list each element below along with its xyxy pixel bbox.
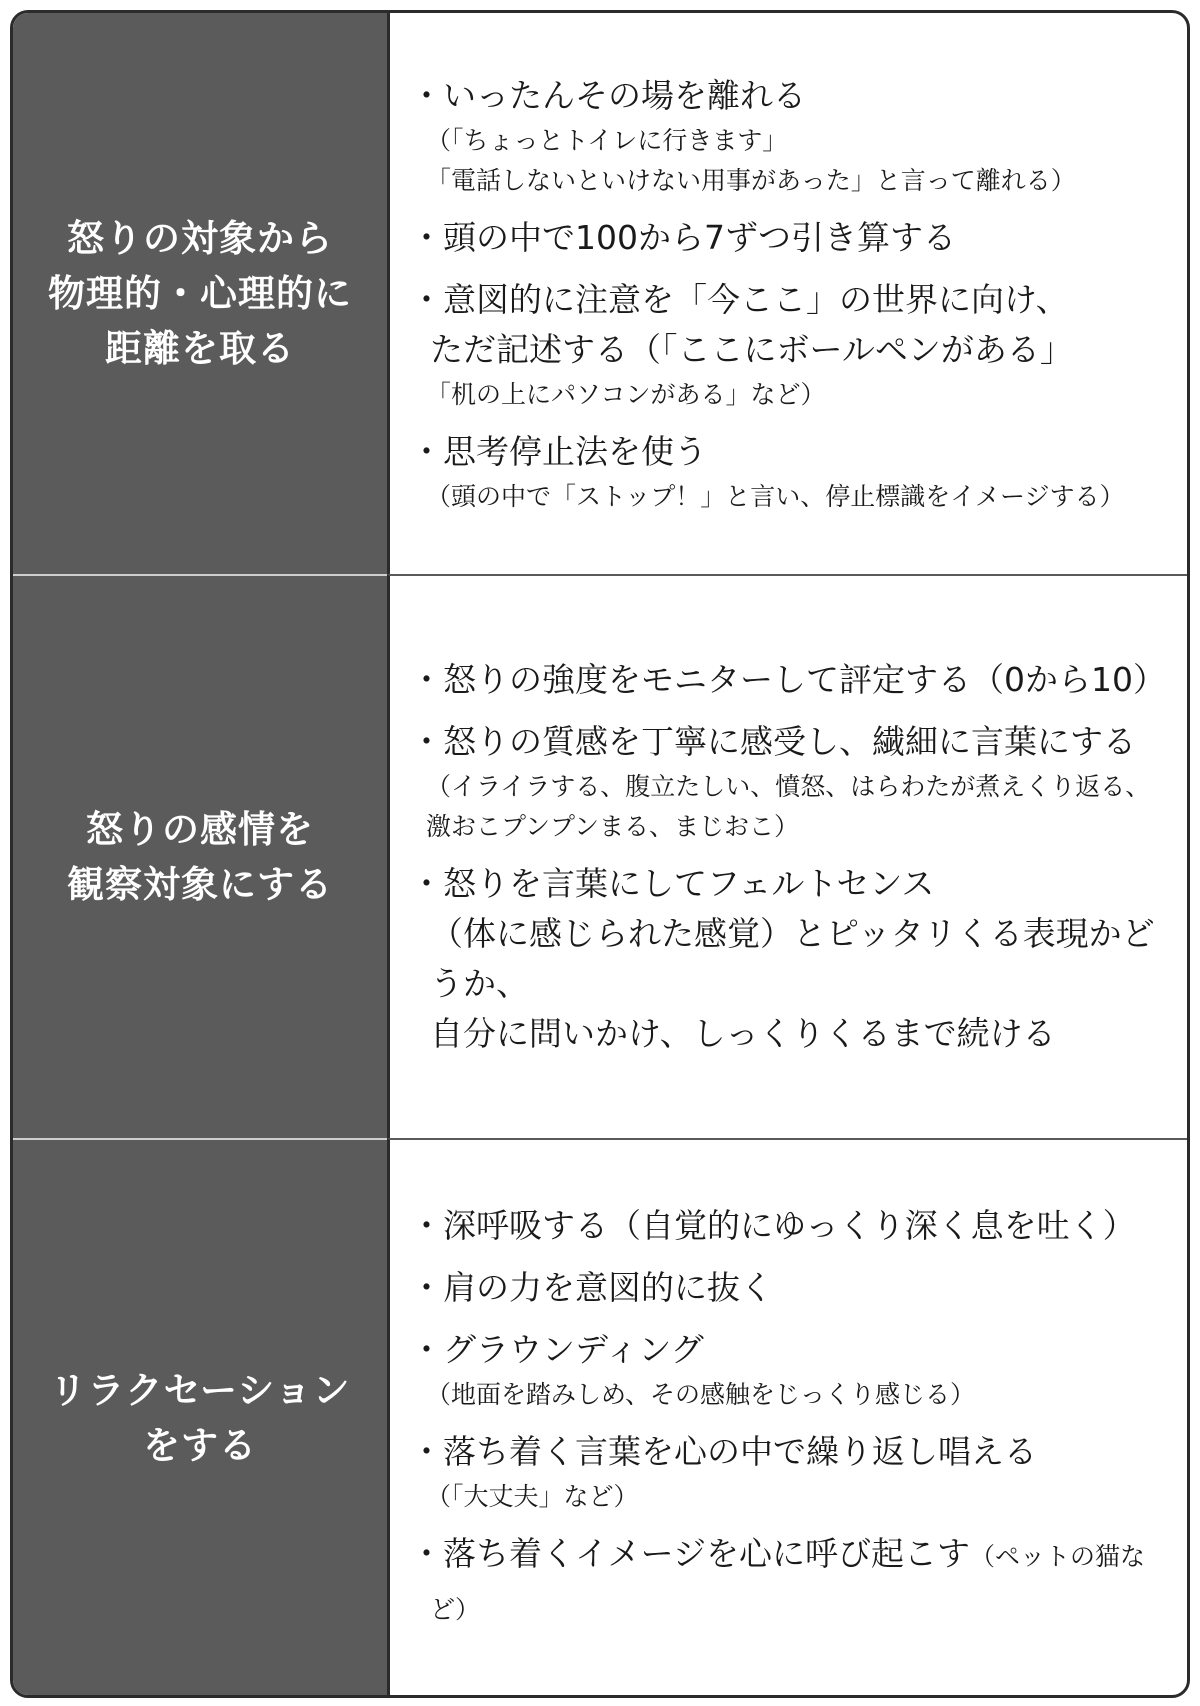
row-heading — [13, 1138, 387, 1695]
list-item-text: ・怒りの強度をモニターして評定する（0から10） — [410, 660, 1166, 699]
list-item-note: （頭の中で「ストップ！」と言い、停止標識をイメージする） — [426, 481, 1125, 511]
list-item — [410, 655, 1181, 705]
table-row — [13, 13, 1187, 574]
list-item — [410, 71, 1181, 201]
list-item-inline-note: （ペットの猫など） — [430, 1541, 1146, 1624]
list-item-note: （地面を踏みしめ、その感触をじっくり感じる） — [426, 1379, 976, 1409]
list-item — [410, 717, 1181, 847]
coping-strategies-table — [10, 10, 1190, 1698]
list-item-text: ・落ち着く言葉を心の中で繰り返し唱える — [410, 1431, 1037, 1471]
list-item — [410, 1325, 1181, 1415]
list-item-text — [410, 1529, 1181, 1635]
list-item — [410, 1201, 1181, 1251]
row-heading — [13, 13, 387, 574]
list-item-note: （「大丈夫」など） — [426, 1481, 639, 1511]
row-content — [387, 574, 1187, 1138]
row-content — [387, 1138, 1187, 1695]
row-content — [387, 13, 1187, 574]
list-item-text: ・深呼吸する（自覚的にゆっくり深く息を吐く） — [410, 1205, 1136, 1245]
list-item — [410, 275, 1181, 415]
list-item-note: （イライラする、腹立たしい、憤怒、はらわたが煮えくり返る、 激おこプンプンまる、まじおこ） — [426, 772, 1151, 841]
list-item — [410, 1529, 1181, 1635]
list-item-main-span: ・落ち着くイメージを心に呼び起こす — [410, 1533, 971, 1573]
row-heading-text: 怒りの対象から 物理的・心理的に 距離を取る — [48, 217, 352, 370]
list-item — [410, 859, 1181, 1059]
list-item — [410, 1263, 1181, 1313]
list-item-text: ・肩の力を意図的に抜く — [410, 1267, 773, 1307]
list-item-note: （「ちょっとトイレに行きます」 「電話しないといけない用事があった」と言って離れる） — [426, 125, 1076, 195]
table-row — [13, 1138, 1187, 1695]
list-item-text: ・怒りを言葉にしてフェルトセンス （体に感じられた感覚）とピッタリくる表現かどうか、 自分に問いかけ、しっくりくるまで続ける — [410, 864, 1155, 1053]
list-item-note: 「机の上にパソコンがある」など） — [426, 379, 826, 409]
list-item-text: ・意図的に注意を「今ここ」の世界に向け、 ただ記述する（「ここにボールペンがある」 — [410, 279, 1073, 369]
list-item-text: ・思考停止法を使う — [410, 431, 707, 471]
row-heading-text: 怒りの感情を 観察対象にする — [67, 808, 333, 906]
list-item-text: ・グラウンディング — [410, 1329, 704, 1369]
row-heading-text: リラクセーション をする — [49, 1368, 351, 1467]
list-item — [410, 213, 1181, 263]
list-item — [410, 1427, 1181, 1517]
list-item — [410, 427, 1181, 517]
list-item-text: ・いったんその場を離れる — [410, 75, 806, 115]
list-item-text: ・頭の中で100から7ずつ引き算する — [410, 217, 956, 257]
list-item-text: ・怒りの質感を丁寧に感受し、繊細に言葉にする — [410, 722, 1136, 761]
row-heading — [13, 574, 387, 1138]
table-row — [13, 574, 1187, 1138]
